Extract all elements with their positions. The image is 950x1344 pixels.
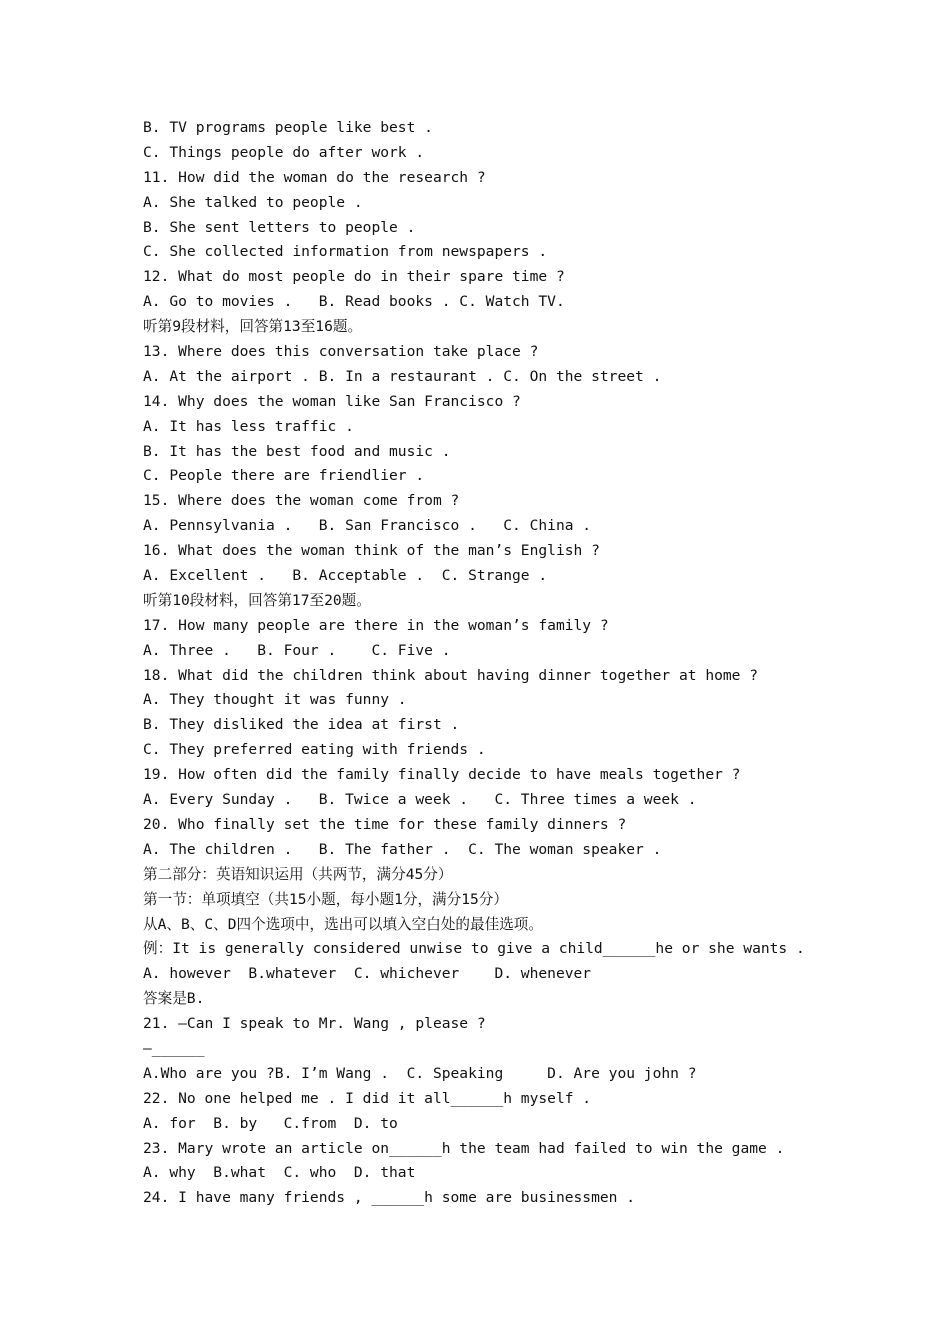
question-line: 21. —Can I speak to Mr. Wang , please ? — [143, 1015, 486, 1033]
section-instruction: 从A、B、C、D四个选项中，选出可以填入空白处的最佳选项。 — [143, 915, 543, 933]
part-heading: 第二部分：英语知识运用（共两节，满分45分） — [143, 865, 453, 883]
option-line: A. Excellent . B. Acceptable . C. Strange . — [143, 567, 548, 585]
option-line: A.Who are you ?B. I’m Wang . C. Speaking D. Are you john ? — [143, 1064, 697, 1082]
section-heading: 第一节：单项填空（共15小题，每小题1分，满分15分） — [143, 890, 508, 908]
option-line: B. They disliked the idea at first . — [143, 716, 460, 734]
question-line: 20. Who finally set the time for these family dinners ? — [143, 815, 627, 833]
option-line: C. People there are friendlier . — [143, 467, 425, 485]
document-page — [143, 116, 923, 1211]
option-line: B. It has the best food and music . — [143, 442, 451, 460]
question-line: 14. Why does the woman like San Francisco ? — [143, 392, 521, 410]
option-line: B. She sent letters to people . — [143, 218, 416, 236]
question-line: 16. What does the woman think of the man’s English ? — [143, 542, 600, 560]
option-line: B. TV programs people like best . — [143, 119, 433, 136]
option-line: A. Three . B. Four . C. Five . — [143, 641, 451, 659]
option-line: A. They thought it was funny . — [143, 691, 407, 709]
question-line: 18. What did the children think about having dinner together at home ? — [143, 666, 759, 684]
dialogue-blank: —______ — [143, 1039, 205, 1057]
section-instruction: 听第9段材料，回答第13至16题。 — [143, 318, 363, 336]
option-line: A. why B.what C. who D. that — [143, 1164, 416, 1182]
question-line: 17. How many people are there in the woman’s family ? — [143, 616, 609, 634]
option-line: C. Things people do after work . — [143, 143, 425, 161]
option-line: A. Every Sunday . B. Twice a week . C. Three times a week . — [143, 791, 697, 809]
option-line: A. for B. by C.from D. to — [143, 1114, 398, 1132]
question-line: 24. I have many friends , ______h some are businessmen . — [143, 1189, 636, 1207]
option-line: A. The children . B. The father . C. The woman speaker . — [143, 840, 662, 858]
question-line: 11. How did the woman do the research ? — [143, 168, 486, 186]
question-line: 23. Mary wrote an article on______h the team had failed to win the game . — [143, 1139, 785, 1157]
option-line: C. She collected information from newspapers . — [143, 243, 548, 261]
section-instruction: 听第10段材料，回答第17至20题。 — [143, 591, 371, 609]
example-answer: 答案是B. — [143, 990, 205, 1008]
question-line: 19. How often did the family finally decide to have meals together ? — [143, 766, 741, 784]
question-line: 12. What do most people do in their spare time ? — [143, 268, 565, 286]
option-line: A. Pennsylvania . B. San Francisco . C. China . — [143, 517, 592, 535]
question-line: 22. No one helped me . I did it all______h myself . — [143, 1089, 592, 1107]
question-line: 15. Where does the woman come from ? — [143, 492, 460, 510]
option-line: A. She talked to people . — [143, 193, 363, 211]
option-line: A. Go to movies . B. Read books . C. Watch TV. — [143, 293, 565, 311]
option-line: A. At the airport . B. In a restaurant . C. On the street . — [143, 367, 662, 385]
option-line: C. They preferred eating with friends . — [143, 741, 486, 759]
question-line: 13. Where does this conversation take place ? — [143, 343, 539, 361]
option-line: A. It has less traffic . — [143, 417, 354, 435]
option-line: A. however B.whatever C. whichever D. whenever — [143, 965, 592, 983]
example-question: 例：It is generally considered unwise to give a child______he or she wants . — [143, 940, 805, 958]
